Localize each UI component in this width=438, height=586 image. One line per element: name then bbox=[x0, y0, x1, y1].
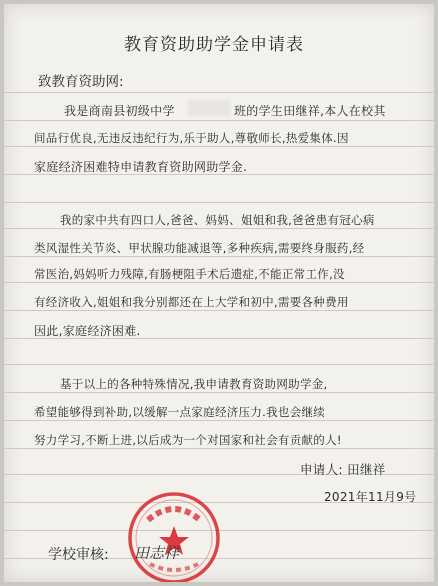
para1-line3: 家庭经济困难特申请教育资助网助学金. bbox=[34, 160, 248, 174]
para2-line5: 因此,家庭经济困难. bbox=[34, 324, 141, 338]
para1-line1a: 我是商南县初级中学 bbox=[64, 104, 175, 118]
para3-line3: 努力学习,不断上进,以后成为一个对国家和社会有贡献的人! bbox=[34, 433, 342, 447]
reviewer-signature: 田志祥 bbox=[134, 544, 180, 562]
para2-line4: 有经济收入,姐姐和我分别都还在上大学和初中,需要各种费用 bbox=[34, 295, 349, 309]
para1-line1b: 班的学生田继祥,本人在校其 bbox=[234, 104, 386, 118]
para2-line3: 常医治,妈妈听力残障,有肠梗阻手术后遗症,不能正常工作,没 bbox=[34, 267, 345, 281]
para1-line2: 间品行优良,无违反违纪行为,乐于助人,尊敬师长,热爱集体.因 bbox=[34, 131, 349, 145]
signature-date: 2021年11月9号 bbox=[324, 490, 417, 504]
para3-line2: 希望能够得到补助,以缓解一点家庭经济压力.我也会继续 bbox=[34, 405, 326, 419]
applicant-signature: 申请人: 田继祥 bbox=[300, 462, 386, 477]
para2-line1: 我的家中共有四口人,爸爸、妈妈、姐姐和我,爸爸患有冠心病 bbox=[60, 213, 375, 227]
redacted-class-number bbox=[188, 100, 230, 116]
school-review-label: 学校审核: bbox=[48, 547, 109, 563]
salutation: 致教育资助网: bbox=[38, 74, 124, 90]
school-seal-stamp bbox=[126, 490, 222, 582]
para2-line2: 类风湿性关节炎、甲状腺功能减退等,多种疾病,需要终身服药,经 bbox=[34, 241, 365, 255]
para3-line1: 基于以上的各种特殊情况,我申请教育资助网助学金, bbox=[60, 377, 328, 391]
document-title: 教育资助助学金申请表 bbox=[124, 35, 304, 55]
letter-paper bbox=[4, 4, 434, 582]
